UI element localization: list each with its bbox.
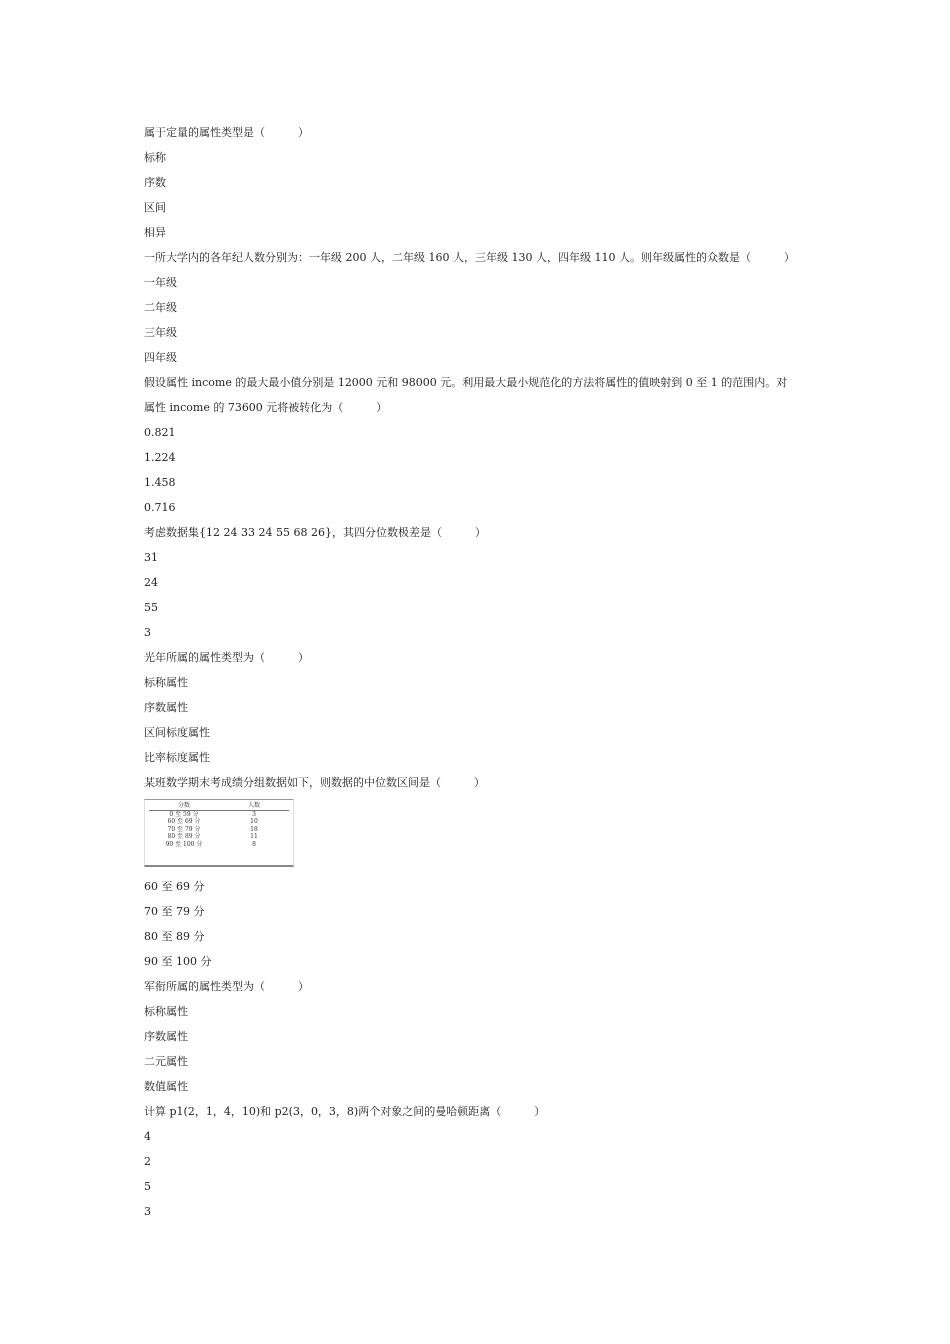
table-header-cell: 分数 [149,802,219,810]
option-c: 区间标度属性 [144,726,210,739]
option-b: 24 [144,576,158,589]
question-list [144,120,816,1224]
option-d: 四年级 [144,351,177,364]
table-cell: 10 [250,818,258,826]
question-4 [144,520,816,645]
question-6 [144,770,816,974]
question-3 [144,370,816,520]
question-stem-line-1: 假设属性 income 的最大最小值分别是 12000 元和 98000 元。利用最大最小规范化的方法将属性的值映射到 0 至 1 的范围内。对 [144,376,788,389]
table-header-cell: 人数 [219,802,289,810]
option-b: 2 [144,1155,151,1168]
option-c: 三年级 [144,326,177,339]
option-c: 1.458 [144,476,176,489]
question-stem: 属于定量的属性类型是（ ） [144,126,309,139]
question-stem: 某班数学期末考成绩分组数据如下，则数据的中位数区间是（ ） [144,776,485,789]
option-a: 60 至 69 分 [144,880,205,893]
table-cell: 80 至 89 分 [167,833,201,841]
option-c: 5 [144,1180,151,1193]
table-cell: 8 [252,840,256,848]
option-d: 数值属性 [144,1080,188,1093]
question-7 [144,974,816,1099]
question-1 [144,120,816,245]
question-stem: 考虑数据集{12 24 33 24 55 68 26}，其四分位数极差是（ ） [144,526,486,539]
table-row [149,810,289,818]
table-cell: 70 至 79 分 [167,825,201,833]
table-cell: 18 [250,825,258,833]
option-b: 序数 [144,176,166,189]
option-c: 80 至 89 分 [144,930,205,943]
option-b: 序数属性 [144,1030,188,1043]
question-8 [144,1099,816,1224]
table-header-row [149,802,289,810]
question-stem-line-2: 属性 income 的 73600 元将被转化为（ ） [144,401,388,414]
option-c: 区间 [144,201,166,214]
option-a: 4 [144,1130,151,1143]
option-c: 55 [144,601,158,614]
option-d: 3 [144,1205,151,1218]
question-stem: 军衔所属的属性类型为（ ） [144,980,309,993]
option-d: 相异 [144,226,166,239]
option-a: 31 [144,551,158,564]
question-5 [144,645,816,770]
option-a: 一年级 [144,276,177,289]
option-c: 二元属性 [144,1055,188,1068]
table-row [149,841,289,849]
option-b: 70 至 79 分 [144,905,205,918]
option-d: 90 至 100 分 [144,955,212,968]
option-d: 0.716 [144,501,176,514]
option-b: 序数属性 [144,701,188,714]
table-cell: 90 至 100 分 [165,840,203,848]
table-cell: 60 至 69 分 [167,818,201,826]
table-cell: 3 [252,810,256,818]
option-b: 二年级 [144,301,177,314]
question-2 [144,245,816,370]
table-cell: 0 至 59 分 [169,810,199,818]
table-row [149,818,289,826]
option-a: 标称 [144,151,166,164]
option-d: 3 [144,626,151,639]
score-table-image [144,799,294,867]
option-a: 标称属性 [144,676,188,689]
option-a: 0.821 [144,426,176,439]
table-cell: 11 [250,833,258,841]
question-stem: 计算 p1(2，1，4，10)和 p2(3，0，3，8)两个对象之间的曼哈顿距离（ ） [144,1105,546,1118]
question-stem: 光年所属的属性类型为（ ） [144,651,309,664]
table-row [149,833,289,841]
score-table [149,802,289,849]
option-d: 比率标度属性 [144,751,210,764]
question-stem: 一所大学内的各年纪人数分别为：一年级 200 人，二年级 160 人，三年级 130 人，四年级 110 人。则年级属性的众数是（ ） [144,251,795,264]
option-a: 标称属性 [144,1005,188,1018]
option-b: 1.224 [144,451,176,464]
